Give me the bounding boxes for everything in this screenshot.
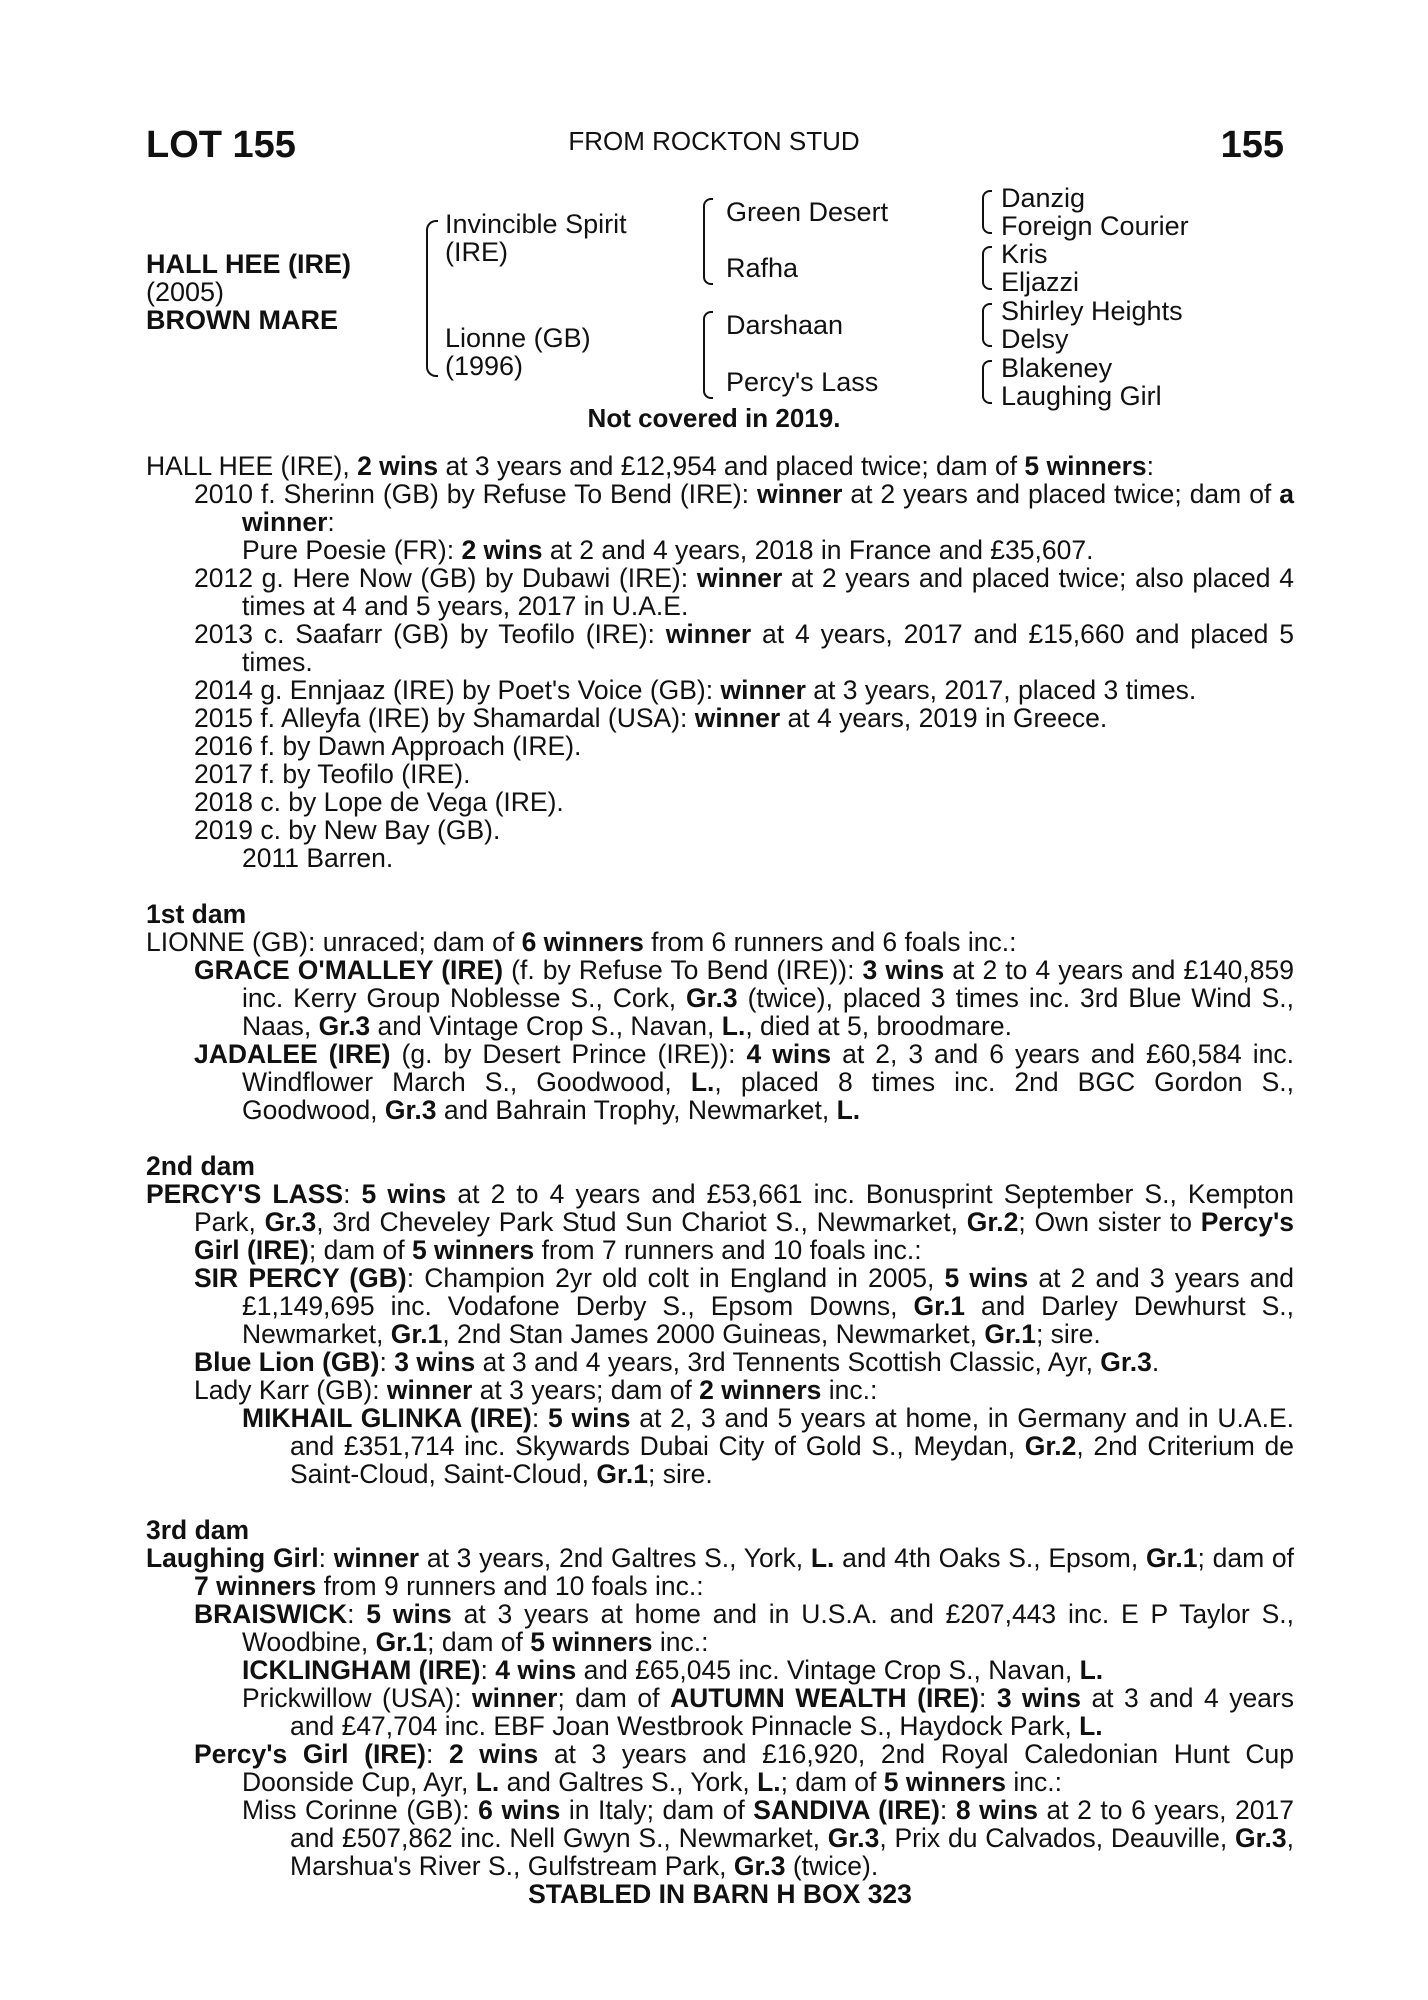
bold-text: Gr.3 <box>733 1851 786 1881</box>
pedigree-g3-danzig: Danzig <box>1001 183 1086 213</box>
text-run: Lady Karr (GB): <box>194 1375 387 1405</box>
bold-text: 3 wins <box>394 1347 476 1377</box>
pedigree-dam-sire: Darshaan <box>726 310 844 340</box>
text-run: at 2 and 4 years, 2018 in France and £35,607. <box>542 535 1094 565</box>
horse-description: BROWN MARE <box>146 305 338 335</box>
entry-line <box>146 1376 1294 1404</box>
text-run: in Italy; dam of <box>560 1795 754 1825</box>
bold-text: Gr.3 <box>686 983 738 1013</box>
bold-text: 3 wins <box>996 1683 1081 1713</box>
pedigree-dam-dam: Percy's Lass <box>726 367 879 397</box>
brace-g3-4 <box>982 360 992 404</box>
bold-text: PERCY'S LASS <box>146 1179 344 1209</box>
text-run: LIONNE (GB): unraced; dam of <box>146 927 522 957</box>
brace-g3-3 <box>982 303 992 347</box>
stabling-footer: STABLED IN BARN H BOX 323 <box>528 1879 912 1909</box>
text-run: 2010 f. Sherinn (GB) by Refuse To Bend (IRE): <box>194 479 757 509</box>
second-dam-section <box>146 1152 1294 1488</box>
bold-text: Gr.1 <box>375 1627 428 1657</box>
page-number: 155 <box>1220 124 1284 166</box>
text-run: at 3 years, 2nd Galtres S., York, <box>419 1543 811 1573</box>
entry-line <box>146 956 1294 1040</box>
text-run: (g. by Desert Prince (IRE)): <box>390 1039 747 1069</box>
brace-sire-bottom <box>703 236 713 285</box>
sire-country: (IRE) <box>445 237 508 267</box>
bold-text: Gr.1 <box>913 1291 966 1321</box>
text-run: 2012 g. Here Now (GB) by Dubawi (IRE): <box>194 563 697 593</box>
text-run: 2013 c. Saafarr (GB) by Teofilo (IRE): <box>194 619 666 649</box>
pedigree-g3-kris: Kris <box>1001 239 1048 269</box>
entry-line <box>146 704 1294 732</box>
bold-text: Gr.3 <box>827 1823 880 1853</box>
pedigree-dam <box>445 324 591 380</box>
text-run: at 2 years and placed twice; dam of <box>842 479 1280 509</box>
entry-line <box>146 564 1294 620</box>
pedigree-sire <box>445 210 627 266</box>
text-run: at 4 years, 2019 in Greece. <box>780 703 1108 733</box>
entry-line <box>146 760 1294 788</box>
brace-g3-2 <box>982 246 992 290</box>
bold-text: Gr.3 <box>1100 1347 1152 1377</box>
text-run: at 3 years and £12,954 and placed twice; dam of <box>438 451 1025 481</box>
bold-text: 4 wins <box>495 1655 577 1685</box>
text-run: : <box>1146 451 1155 481</box>
text-run: , died at 5, broodmare. <box>745 1011 1012 1041</box>
text-run: , 2nd Stan James 2000 Guineas, Newmarket, <box>442 1319 985 1349</box>
entry-line <box>146 816 1294 844</box>
entry-line <box>146 480 1294 536</box>
text-run: from 9 runners and 10 foals inc.: <box>316 1571 704 1601</box>
bold-text: L. <box>1079 1655 1104 1685</box>
text-run: Miss Corinne (GB): <box>242 1795 479 1825</box>
bold-text: L. <box>757 1767 781 1797</box>
text-run: (f. by Refuse To Bend (IRE)): <box>503 955 863 985</box>
text-run: ; dam of <box>780 1767 884 1797</box>
text-run: at 3 years at home and in U.S.A. and £207,443 inc. E P Taylor S., Woodbine, <box>242 1599 1294 1657</box>
text-run: and Galtres S., York, <box>499 1767 758 1797</box>
horse-identity <box>146 250 351 334</box>
text-run: , Marshua's River S., Gulfstream Park, <box>290 1823 1294 1881</box>
entry-line <box>146 1040 1294 1124</box>
bold-text: Percy's Girl (IRE) <box>194 1739 426 1769</box>
vendor-name: FROM ROCKTON STUD <box>568 126 860 156</box>
text-run: ; dam of <box>427 1627 531 1657</box>
entry-line <box>146 788 1294 816</box>
bold-text: L. <box>721 1011 746 1041</box>
first-dam-list <box>146 956 1294 1124</box>
produce-summary <box>146 452 1294 480</box>
entry-line <box>146 676 1294 704</box>
third-dam-list <box>146 1600 1294 1880</box>
text-run: and 4th Oaks S., Epsom, <box>834 1543 1146 1573</box>
bold-text: Gr.1 <box>1145 1543 1198 1573</box>
text-run: ; sire. <box>647 1459 713 1489</box>
dam-name: Lionne (GB) <box>445 323 591 353</box>
bold-text: 2 wins <box>357 451 439 481</box>
text-run: at 3 and 4 years and £47,704 inc. EBF Joan Westbrook Pinnacle S., Haydock Park, <box>290 1683 1294 1741</box>
dam-year: (1996) <box>445 351 524 381</box>
text-run: . <box>1151 1347 1160 1377</box>
text-run: Prickwillow (USA): <box>242 1683 473 1713</box>
bold-text: ICKLINGHAM (IRE) <box>242 1655 481 1685</box>
cover-note: Not covered in 2019. <box>587 403 841 433</box>
bold-text: L. <box>475 1767 500 1797</box>
text-run: at 2 years and placed twice; also placed 4 times at 4 and 5 years, 2017 in U.A.E. <box>242 563 1294 621</box>
bold-text: 5 winners <box>1024 451 1147 481</box>
bold-text: L. <box>690 1067 715 1097</box>
text-run: , Prix du Calvados, Deauville, <box>879 1823 1236 1853</box>
bold-text: 5 wins <box>366 1599 452 1629</box>
text-run: at 3 years and £16,920, 2nd Royal Caledonian Hunt Cup Doonside Cup, Ayr, <box>242 1739 1294 1797</box>
bold-text: winner <box>665 619 752 649</box>
bold-text: L. <box>810 1543 835 1573</box>
brace-sire-top <box>703 198 713 238</box>
brace-g3-1 <box>982 190 992 234</box>
text-run: and £65,045 inc. Vintage Crop S., Navan, <box>576 1655 1080 1685</box>
text-run: : <box>531 1403 549 1433</box>
text-run: ; dam of <box>1197 1543 1294 1573</box>
text-run: at 2 to 4 years and £140,859 inc. Kerry Group Noblesse S., Cork, <box>242 955 1294 1013</box>
bold-text: JADALEE (IRE) <box>194 1039 391 1069</box>
bold-text: AUTUMN WEALTH (IRE) <box>669 1683 979 1713</box>
text-run: 2011 Barren. <box>242 843 394 873</box>
bold-text: 5 winners <box>883 1767 1007 1797</box>
text-run: and Vintage Crop S., Navan, <box>370 1011 722 1041</box>
bold-text: 3 wins <box>862 955 945 985</box>
first-dam-section <box>146 900 1294 1124</box>
bold-text: Gr.2 <box>966 1207 1019 1237</box>
bold-text: 2 wins <box>448 1739 539 1769</box>
bold-text: winner <box>696 563 783 593</box>
entry-line <box>146 844 1294 872</box>
entry-line <box>146 1656 1294 1684</box>
text-run: from 6 runners and 6 foals inc.: <box>643 927 1017 957</box>
third-dam-summary <box>146 1544 1294 1600</box>
bold-text: 5 winners <box>411 1235 535 1265</box>
bold-text: 5 winners <box>530 1627 653 1657</box>
bold-text: Gr.1 <box>596 1459 648 1489</box>
text-run: at 3 and 4 years, 3rd Tennents Scottish Classic, Ayr, <box>475 1347 1101 1377</box>
text-run: (twice). <box>785 1851 879 1881</box>
bold-text: Gr.3 <box>384 1095 437 1125</box>
brace-dam-top <box>703 311 713 351</box>
second-dam-list <box>146 1264 1294 1488</box>
second-dam-heading: 2nd dam <box>146 1151 255 1181</box>
second-dam-summary <box>146 1180 1294 1264</box>
entry-line <box>146 1740 1294 1796</box>
bold-text: Gr.1 <box>390 1319 443 1349</box>
text-run: , 2nd Criterium de Saint-Cloud, Saint-Cloud, <box>290 1431 1294 1489</box>
text-run: inc.: <box>652 1627 709 1657</box>
bold-text: 7 winners <box>194 1571 317 1601</box>
text-run: ; Own sister to <box>1018 1207 1201 1237</box>
text-run: at 2 and 3 years and £1,149,695 inc. Vodafone Derby S., Epsom Downs, <box>242 1263 1294 1321</box>
entry-line <box>146 1348 1294 1376</box>
text-run: and Bahrain Trophy, Newmarket, <box>436 1095 837 1125</box>
bold-text: GRACE O'MALLEY (IRE) <box>194 955 504 985</box>
entry-line <box>146 1796 1294 1880</box>
first-dam-heading: 1st dam <box>146 899 247 929</box>
text-run: : <box>343 1179 362 1209</box>
bold-text: 5 wins <box>361 1179 447 1209</box>
bold-text: SIR PERCY (GB) <box>194 1263 407 1293</box>
pedigree-g3-laughing-girl: Laughing Girl <box>1001 381 1162 411</box>
text-run: inc.: <box>1006 1767 1062 1797</box>
pedigree-g3-foreign-courier: Foreign Courier <box>1001 211 1189 241</box>
produce-section <box>146 452 1294 872</box>
entry-line <box>146 732 1294 760</box>
text-run: : <box>347 1599 367 1629</box>
text-run: from 7 runners and 10 foals inc.: <box>534 1235 922 1265</box>
text-run: at 4 years, 2017 and £15,660 and placed 5 times. <box>242 619 1294 677</box>
pedigree-g3-eljazzi: Eljazzi <box>1001 267 1080 297</box>
bold-text: 2 wins <box>461 535 543 565</box>
text-run: 2014 g. Ennjaaz (IRE) by Poet's Voice (GB): <box>194 675 721 705</box>
text-run: at 2, 3 and 5 years at home, in Germany and in U.A.E. and £351,714 inc. Skywards Dubai City of Gold S., Meydan, <box>290 1403 1294 1461</box>
bold-text: 6 winners <box>521 927 644 957</box>
text-run: : <box>480 1655 496 1685</box>
bold-text: Gr.3 <box>1235 1823 1287 1853</box>
first-dam-summary <box>146 928 1294 956</box>
text-run: 2016 f. by Dawn Approach (IRE). <box>194 731 582 761</box>
pedigree-sire-dam: Rafha <box>726 253 799 283</box>
bold-text: Laughing Girl <box>146 1543 319 1573</box>
text-run: at 2 to 6 years, 2017 and £507,862 inc. Nell Gwyn S., Newmarket, <box>290 1795 1294 1853</box>
third-dam-section <box>146 1516 1294 1880</box>
text-run: (twice), placed 3 times inc. 3rd Blue Wind S., Naas, <box>242 983 1294 1041</box>
text-run: : <box>939 1795 956 1825</box>
bold-text: 2 winners <box>699 1375 822 1405</box>
bold-text: Gr.2 <box>1024 1431 1077 1461</box>
bold-text: Blue Lion (GB) <box>194 1347 380 1377</box>
horse-year: (2005) <box>146 277 225 307</box>
text-run: at 3 years, 2017, placed 3 times. <box>805 675 1197 705</box>
bold-text: Gr.3 <box>318 1011 371 1041</box>
bold-text: winner <box>472 1683 558 1713</box>
bold-text: Gr.3 <box>264 1207 317 1237</box>
text-run: : <box>327 507 335 537</box>
text-run: 2019 c. by New Bay (GB). <box>194 815 501 845</box>
bold-text: Percy's Girl (IRE) <box>194 1207 1294 1265</box>
bold-text: 5 wins <box>548 1403 631 1433</box>
bold-text: 5 wins <box>944 1263 1029 1293</box>
bold-text: Gr.1 <box>984 1319 1036 1349</box>
text-run: HALL HEE (IRE), <box>146 451 358 481</box>
pedigree-g3-blakeney: Blakeney <box>1001 353 1113 383</box>
bold-text: SANDIVA (IRE) <box>753 1795 940 1825</box>
entry-line <box>146 1600 1294 1656</box>
pedigree-g3-shirley-heights: Shirley Heights <box>1001 296 1183 326</box>
text-run: 2017 f. by Teofilo (IRE). <box>194 759 471 789</box>
catalogue-body <box>146 452 1294 1908</box>
text-run: ; sire. <box>1035 1319 1101 1349</box>
bold-text: winner <box>694 703 781 733</box>
bold-text: 4 wins <box>746 1039 832 1069</box>
bold-text: 6 wins <box>478 1795 561 1825</box>
text-run: : <box>318 1543 334 1573</box>
text-run: ; dam of <box>308 1235 412 1265</box>
text-run: at 2, 3 and 6 years and £60,584 inc. Windflower March S., Goodwood, <box>242 1039 1294 1097</box>
bold-text: L. <box>1079 1711 1103 1741</box>
bold-text: a winner <box>242 479 1294 537</box>
entry-line <box>146 1264 1294 1348</box>
text-run: : <box>978 1683 997 1713</box>
text-run: : Champion 2yr old colt in England in 2005, <box>406 1263 945 1293</box>
bold-text: L. <box>836 1095 861 1125</box>
text-run: , placed 8 times inc. 2nd BGC Gordon S., Goodwood, <box>242 1067 1294 1125</box>
text-run: 2018 c. by Lope de Vega (IRE). <box>194 787 564 817</box>
text-run: at 2 to 4 years and £53,661 inc. Bonusprint September S., Kempton Park, <box>194 1179 1294 1237</box>
text-run: at 3 years; dam of <box>472 1375 700 1405</box>
text-run: Pure Poesie (FR): <box>242 535 462 565</box>
text-run: : <box>379 1347 395 1377</box>
text-run: inc.: <box>821 1375 878 1405</box>
entry-line <box>146 1684 1294 1740</box>
text-run: and Darley Dewhurst S., Newmarket, <box>242 1291 1294 1349</box>
brace-main-bottom <box>426 300 438 377</box>
produce-list <box>146 480 1294 872</box>
horse-name: HALL HEE (IRE) <box>146 249 352 279</box>
bold-text: winner <box>333 1543 420 1573</box>
text-run: 2015 f. Alleyfa (IRE) by Shamardal (USA): <box>194 703 695 733</box>
bold-text: winner <box>720 675 806 705</box>
sire-name: Invincible Spirit <box>445 209 627 239</box>
pedigree-g3-delsy: Delsy <box>1001 324 1069 354</box>
entry-line <box>146 1404 1294 1488</box>
text-run: ; dam of <box>557 1683 670 1713</box>
bold-text: winner <box>757 479 843 509</box>
bold-text: 8 wins <box>955 1795 1038 1825</box>
brace-dam-bottom <box>703 349 713 399</box>
text-run: : <box>425 1739 449 1769</box>
pedigree-sire-sire: Green Desert <box>726 197 889 227</box>
entry-line <box>146 620 1294 676</box>
brace-main-top <box>426 220 438 302</box>
bold-text: BRAISWICK <box>194 1599 348 1629</box>
lot-label: LOT 155 <box>146 124 296 166</box>
entry-line <box>146 536 1294 564</box>
bold-text: MIKHAIL GLINKA (IRE) <box>242 1403 532 1433</box>
third-dam-heading: 3rd dam <box>146 1515 250 1545</box>
bold-text: winner <box>386 1375 473 1405</box>
text-run: , 3rd Cheveley Park Stud Sun Chariot S., Newmarket, <box>316 1207 967 1237</box>
